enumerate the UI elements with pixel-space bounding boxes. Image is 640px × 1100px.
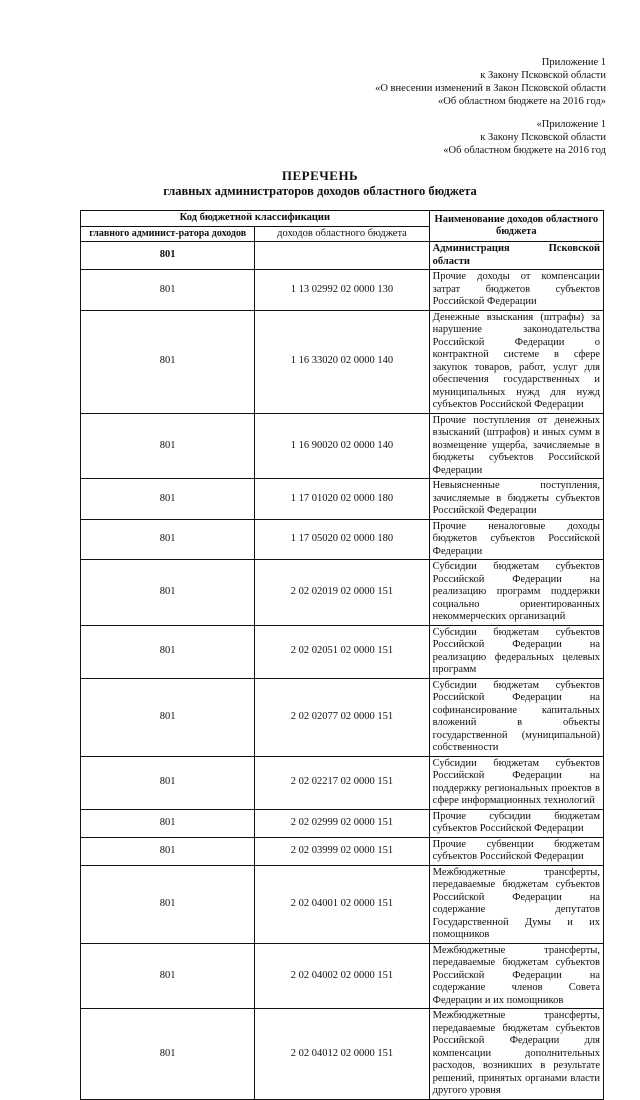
table-row [81,519,604,560]
header-line: «Об областном бюджете на 2016 год» [438,96,606,107]
revenue-code-cell: 2 02 02019 02 0000 151 [255,560,429,626]
document-subtitle: главных администраторов доходов областного бюджета [163,184,477,198]
header-line: «Об областном бюджете на 2016 год [443,145,606,156]
admin-code-cell: 801 [81,1009,255,1100]
document-title: ПЕРЕЧЕНЬ [281,168,359,183]
revenue-name-cell: Прочие субсидии бюджетам субъектов Российской Федерации [429,809,603,837]
revenue-name-cell: Субсидии бюджетам субъектов Российской Федерации на поддержку региональных проектов в сфере информационных технологий [429,756,603,809]
revenue-name-cell: Невыясненные поступления, зачисляемые в бюджеты субъектов Российской Федерации [429,479,603,520]
revenue-name-cell: Прочие поступления от денежных взысканий (штрафов) и иных сумм в возмещение ущерба, зачисляемые в бюджеты субъектов Российской Федерации [429,413,603,479]
header-line: к Закону Псковской области [480,132,606,143]
admin-code-cell: 801 [81,678,255,756]
admin-code-cell: 801 [81,943,255,1009]
table-row [81,678,604,756]
section-row [81,242,604,270]
administrators-table [80,210,604,1100]
table-row [81,625,604,678]
header-line: «О внесении изменений в Закон Псковской области [375,83,606,94]
table-row [81,413,604,479]
revenue-code-cell: 2 02 03999 02 0000 151 [255,837,429,865]
revenue-name-cell: Прочие неналоговые доходы бюджетов субъектов Российской Федерации [429,519,603,560]
code-group-header: Код бюджетной классификации [81,211,430,227]
revenue-name-cell: Прочие доходы от компенсации затрат бюджетов субъектов Российской Федерации [429,270,603,311]
admin-code-cell: 801 [81,413,255,479]
table-row [81,560,604,626]
name-column-header: Наименование доходов областного бюджета [429,211,603,242]
revenue-name-cell: Денежные взыскания (штрафы) за нарушение законодательства Российской Федерации о контрактной системе в сфере закупок товаров, работ, услуг для обеспечения государственных и муниципальных нужд для нужд субъектов Российской Федерации [429,310,603,413]
section-admin-code: 801 [81,242,255,270]
admin-code-cell: 801 [81,809,255,837]
header-line: к Закону Псковской области [480,70,606,81]
admin-column-header: главного админист-ратора доходов [81,226,255,242]
table-row [81,270,604,311]
table-row [81,943,604,1009]
revenue-code-cell: 2 02 04001 02 0000 151 [255,865,429,943]
revenue-name-cell: Прочие субвенции бюджетам субъектов Российской Федерации [429,837,603,865]
header-line: «Приложение 1 [536,119,606,130]
admin-code-cell: 801 [81,519,255,560]
admin-code-cell: 801 [81,865,255,943]
revenue-code-cell: 2 02 04012 02 0000 151 [255,1009,429,1100]
revenue-name-cell: Субсидии бюджетам субъектов Российской Федерации на реализацию федеральных целевых программ [429,625,603,678]
revenue-code-cell: 1 17 05020 02 0000 180 [255,519,429,560]
code-column-header: доходов областного бюджета [255,226,429,242]
table-row [81,865,604,943]
table-body [81,242,604,1100]
revenue-code-cell: 2 02 02077 02 0000 151 [255,678,429,756]
revenue-name-cell: Межбюджетные трансферты, передаваемые бюджетам субъектов Российской Федерации на содержание депутатов Государственной Думы и их помощников [429,865,603,943]
revenue-name-cell: Субсидии бюджетам субъектов Российской Федерации на софинансирование капитальных вложений в объекты государственной (муниципальной) собственности [429,678,603,756]
admin-code-cell: 801 [81,310,255,413]
admin-code-cell: 801 [81,560,255,626]
table-row [81,837,604,865]
table-row [81,809,604,837]
revenue-code-cell: 2 02 04002 02 0000 151 [255,943,429,1009]
revenue-name-cell: Межбюджетные трансферты, передаваемые бюджетам субъектов Российской Федерации на содержание членов Совета Федерации и их помощников [429,943,603,1009]
admin-code-cell: 801 [81,479,255,520]
revenue-code-cell: 2 02 02217 02 0000 151 [255,756,429,809]
admin-code-cell: 801 [81,756,255,809]
table-row [81,1009,604,1100]
revenue-code-cell: 1 16 90020 02 0000 140 [255,413,429,479]
revenue-code-cell: 1 17 01020 02 0000 180 [255,479,429,520]
admin-code-cell: 801 [81,270,255,311]
appendix-header-amendment [375,56,606,108]
revenue-name-cell: Субсидии бюджетам субъектов Российской Федерации на реализацию программ поддержки социально ориентированных некоммерческих организаций [429,560,603,626]
section-name: Администрация Псковской области [429,242,603,270]
appendix-header-original [443,118,606,157]
revenue-name-cell: Межбюджетные трансферты, передаваемые бюджетам субъектов Российской Федерации для компенсации дополнительных расходов, возникших в результате решений, принятых органами власти другого уровня [429,1009,603,1100]
table-row [81,756,604,809]
revenue-code-cell: 2 02 02999 02 0000 151 [255,809,429,837]
table-row [81,479,604,520]
revenue-code-cell: 1 16 33020 02 0000 140 [255,310,429,413]
revenue-code-cell: 2 02 02051 02 0000 151 [255,625,429,678]
revenue-code-cell: 1 13 02992 02 0000 130 [255,270,429,311]
admin-code-cell: 801 [81,625,255,678]
table-row [81,310,604,413]
header-line: Приложение 1 [541,57,606,68]
admin-code-cell: 801 [81,837,255,865]
section-revenue-code [255,242,429,270]
